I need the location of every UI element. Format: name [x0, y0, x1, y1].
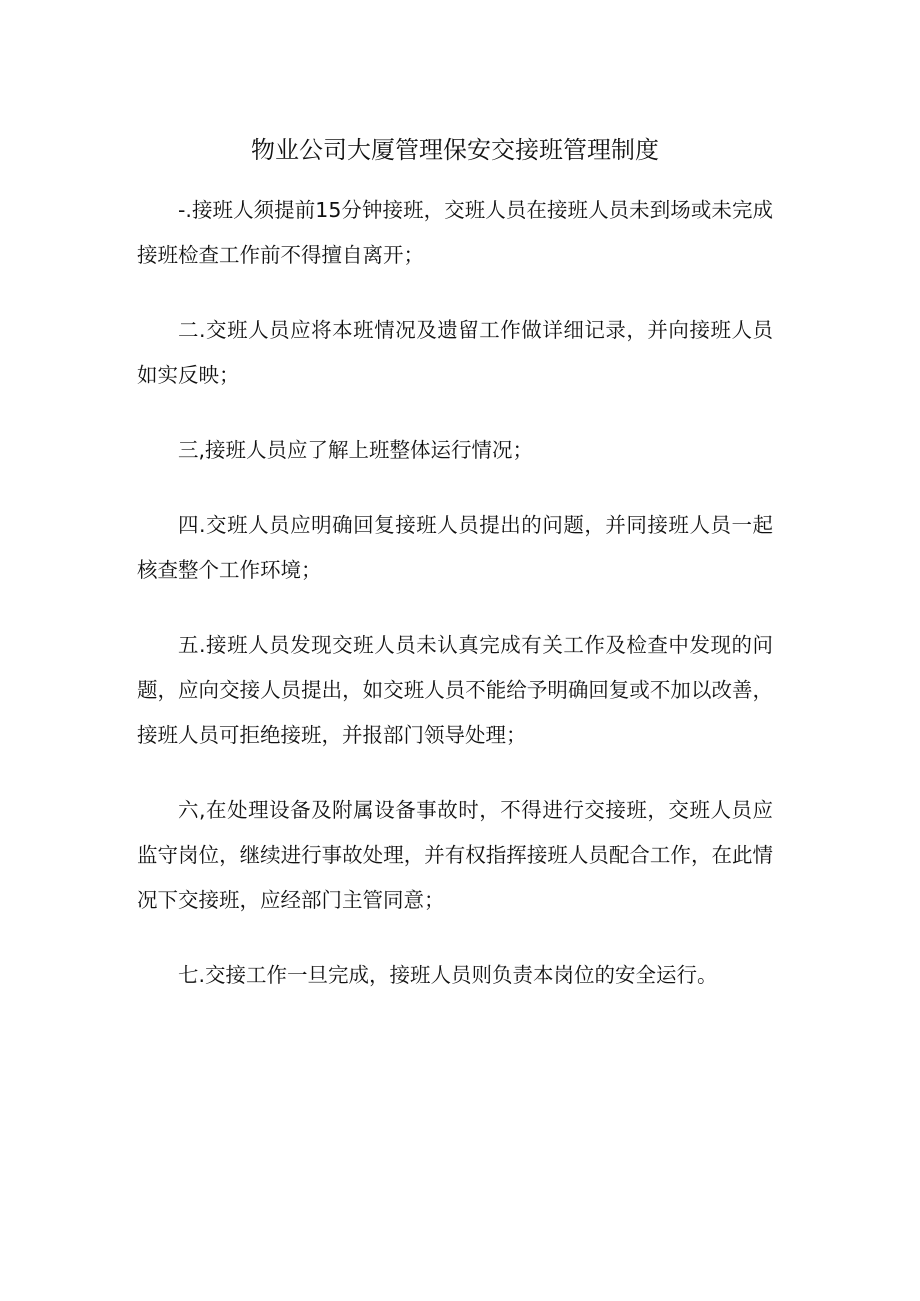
rule-paragraph-6: 六,在处理设备及附属设备事故时，不得进行交接班，交班人员应监守岗位，继续进行事故处理，并有权指挥接班人员配合工作，在此情况下交接班，应经部门主管同意； — [137, 798, 773, 912]
rule-paragraph-4: 四.交班人员应明确回复接班人员提出的问题，并同接班人员一起核查整个工作环境； — [137, 513, 773, 582]
rule-paragraph-2: 二.交班人员应将本班情况及遗留工作做详细记录，并向接班人员如实反映； — [137, 318, 773, 387]
rule-paragraph-7: 七.交接工作一旦完成，接班人员则负责本岗位的安全运行。 — [178, 963, 718, 987]
rule-paragraph-1: -.接班人须提前15分钟接班，交班人员在接班人员未到场或未完成接班检查工作前不得擅自离开； — [137, 198, 773, 267]
document-title: 物业公司大厦管理保安交接班管理制度 — [251, 136, 659, 164]
rule-paragraph-3: 三,接班人员应了解上班整体运行情况； — [178, 438, 534, 462]
rule-paragraph-5: 五.接班人员发现交班人员未认真完成有关工作及检查中发现的问题，应向交接人员提出，如交班人员不能给予明确回复或不加以改善，接班人员可拒绝接班，并报部门领导处理； — [137, 633, 773, 747]
document-body — [137, 188, 773, 1028]
